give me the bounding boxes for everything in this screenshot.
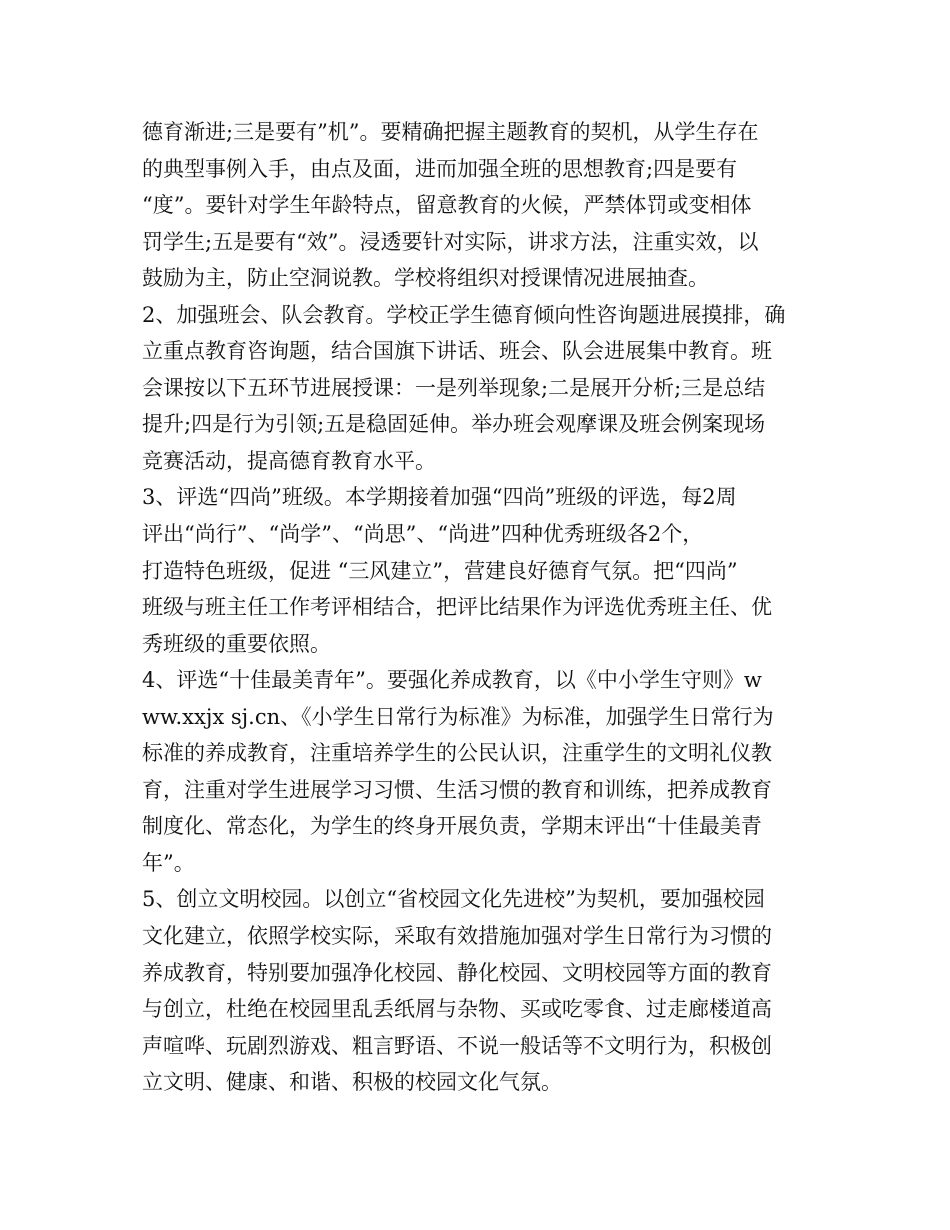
text-line: 班级与班主任工作考评相结合，把评比结果作为评选优秀班主任、优 <box>142 595 772 620</box>
text-line: 立重点教育咨询题，结合国旗下讲话、班会、队会进展集中教育。班 <box>142 339 772 364</box>
text-line: 标准的养成教育，注重培养学生的公民认识，注重学生的文明礼仪教 <box>142 741 772 766</box>
text-line: 德育渐进;三是要有”机”。要精确把握主题教育的契机，从学生存在 <box>142 120 759 144</box>
text-line: 2、加强班会、队会教育。学校正学生德育倾向性咨询题进展摸排，确 <box>142 302 786 327</box>
text-line: 竞赛活动，提高德育教育水平。 <box>142 448 436 473</box>
text-line: 会课按以下五环节进展授课：一是列举现象;二是展开分析;三是总结 <box>142 375 766 400</box>
text-line: 与创立，杜绝在校园里乱丢纸屑与杂物、买或吃零食、过走廊楼道高 <box>142 997 772 1022</box>
text-line: 提升;四是行为引领;五是稳固延伸。举办班会观摩课及班会例案现场 <box>142 412 766 437</box>
text-line: 5、创立文明校园。以创立“省校园文化先进校”为契机，要加强校园 <box>142 887 765 912</box>
text-line: 4、评选“十佳最美青年”。要强化养成教育，以《中小学生守则》w <box>142 668 762 693</box>
text-line: 养成教育，特别要加强净化校园、静化校园、文明校园等方面的教育 <box>142 960 772 985</box>
text-line: ww.xxjx sj.cn、《小学生日常行为标准》为标准，加强学生日常行为 <box>142 704 774 729</box>
text-line: 年”。 <box>142 850 195 875</box>
text-line: 声喧哗、玩剧烈游戏、粗言野语、不说一般话等不文明行为，积极创 <box>142 1033 772 1058</box>
text-line: 3、评选“四尚”班级。本学期接着加强“四尚”班级的评选，每2周 <box>142 485 737 510</box>
text-line: 制度化、常态化，为学生的终身开展负责，学期末评出“十佳最美青 <box>142 814 762 839</box>
text-line: 的典型事例入手，由点及面，进而加强全班的思想教育;四是要有 <box>142 156 738 181</box>
text-line: 打造特色班级，促进 “三风建立”，营建良好德育气氛。把“四尚” <box>142 558 738 583</box>
text-line: 文化建立，依照学校实际，采取有效措施加强对学生日常行为习惯的 <box>142 924 772 949</box>
document-body <box>142 114 832 1101</box>
text-line: 评出“尚行”、“尚学”、“尚思”、“尚进”四种优秀班级各2个， <box>142 522 704 547</box>
text-line: 罚学生;五是要有“效”。浸透要针对实际，讲求方法，注重实效，以 <box>142 229 759 254</box>
text-line: “度”。要针对学生年龄特点，留意教育的火候，严禁体罚或变相体 <box>142 193 752 218</box>
text-line: 育，注重对学生进展学习习惯、生活习惯的教育和训练，把养成教育 <box>142 777 772 802</box>
text-line: 立文明、健康、和谐、积极的校园文化气氛。 <box>142 1070 562 1095</box>
text-line: 秀班级的重要依照。 <box>142 631 331 656</box>
text-line: 鼓励为主，防止空洞说教。学校将组织对授课情况进展抽查。 <box>142 266 709 291</box>
